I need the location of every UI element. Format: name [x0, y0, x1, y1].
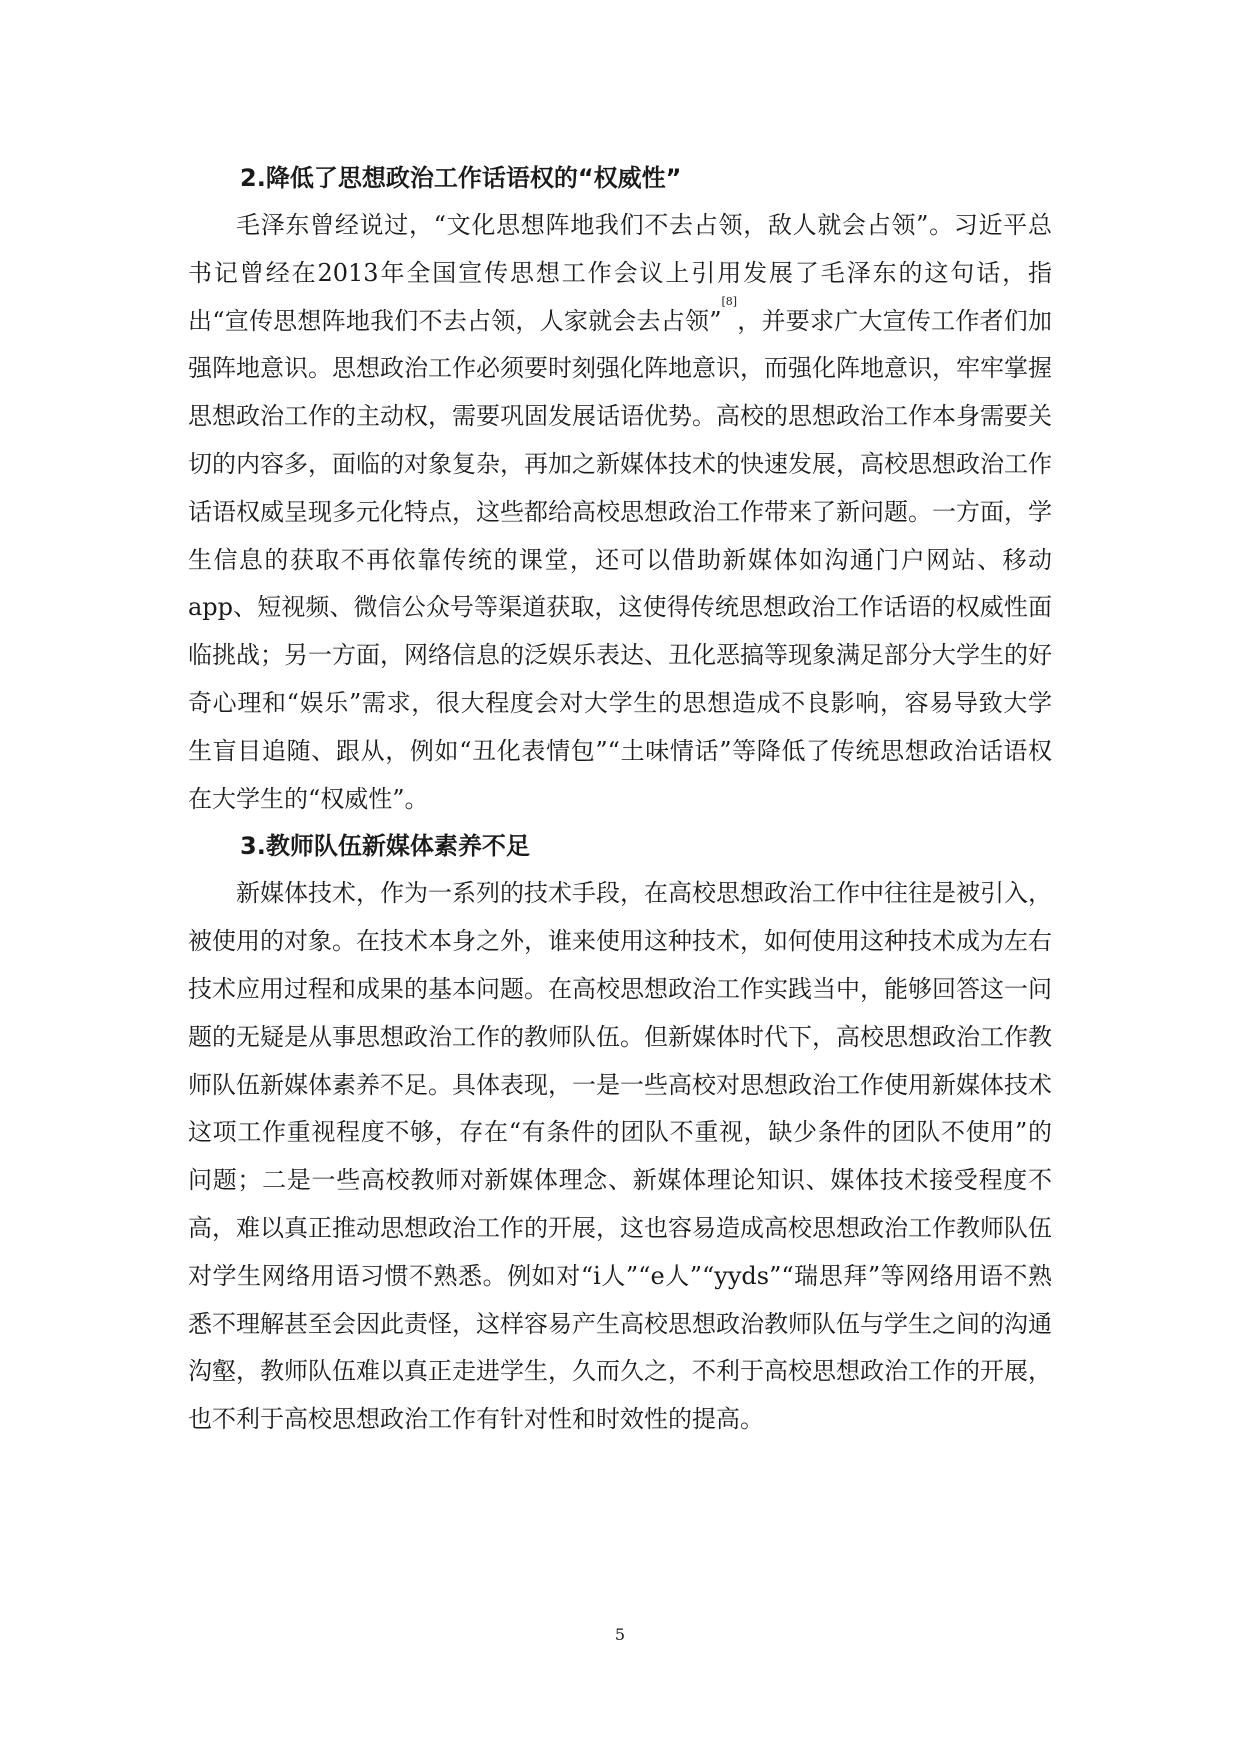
section-heading-2: 2.降低了思想政治工作话语权的“权威性” [240, 164, 682, 192]
citation-reference: [8] [721, 294, 738, 308]
section-heading-3: 3.教师队伍新媒体素养不足 [240, 832, 530, 861]
page-number: 5 [614, 1625, 626, 1644]
page-content [188, 155, 1052, 1444]
section-3-paragraph: 新媒体技术，作为一系列的技术手段，在高校思想政治工作中往往是被引入，被使用的对象。在技术本身之外，谁来使用这种技术，如何使用这种技术成为左右技术应用过程和成果的基本问题。在高校思想政治工作实践当中，能够回答这一问题的无疑是从事思想政治工作的教师队伍。但新媒体时代下，高校思想政治工作教师队伍新媒体素养不足。具体表现，一是一些高校对思想政治工作使用新媒体技术这项工作重视程度不够，存在“有条件的团队不重视，缺少条件的团队不使用”的问题；二是一些高校教师对新媒体理念、新媒体理论知识、媒体技术接受程度不高，难以真正推动思想政治工作的开展，这也容易造成高校思想政治工作教师队伍对学生网络用语习惯不熟悉。例如对“i人”“e人”“yyds”“瑞思拜”等网络用语不熟悉不理解甚至会因此责怪，这样容易产生高校思想政治教师队伍与学生之间的沟通沟壑，教师队伍难以真正走进学生，久而久之，不利于高校思想政治工作的开展，也不利于高校思想政治工作有针对性和时效性的提高。 [188, 879, 1052, 1434]
section-2-text-part1: 毛泽东曾经说过，“文化思想阵地我们不去占领，敌人就会占领”。习近平总书记曾经在2013年全国宣传思想工作会议上引用发展了毛泽东的这句话，指出“宣传思想阵地我们不去占领，人家就会去占领” [188, 211, 1052, 335]
section-2-paragraph [188, 202, 1052, 823]
section-2-text-part2: ，并要求广大宣传工作者们加强阵地意识。思想政治工作必须要时刻强化阵地意识，而强化阵地意识，牢牢掌握思想政治工作的主动权，需要巩固发展话语优势。高校的思想政治工作本身需要关切的内容多，面临的对象复杂，再加之新媒体技术的快速发展，高校思想政治工作话语权威呈现多元化特点，这些都给高校思想政治工作带来了新问题。一方面，学生信息的获取不再依靠传统的课堂，还可以借助新媒体如沟通门户网站、移动app、短视频、微信公众号等渠道获取，这使得传统思想政治工作话语的权威性面临挑战；另一方面，网络信息的泛娱乐表达、丑化恶搞等现象满足部分大学生的好奇心理和“娱乐”需求，很大程度会对大学生的思想造成不良影响，容易导致大学生盲目追随、跟从，例如“丑化表情包”“土味情话”等降低了传统思想政治话语权在大学生的“权威性”。 [188, 306, 1052, 813]
